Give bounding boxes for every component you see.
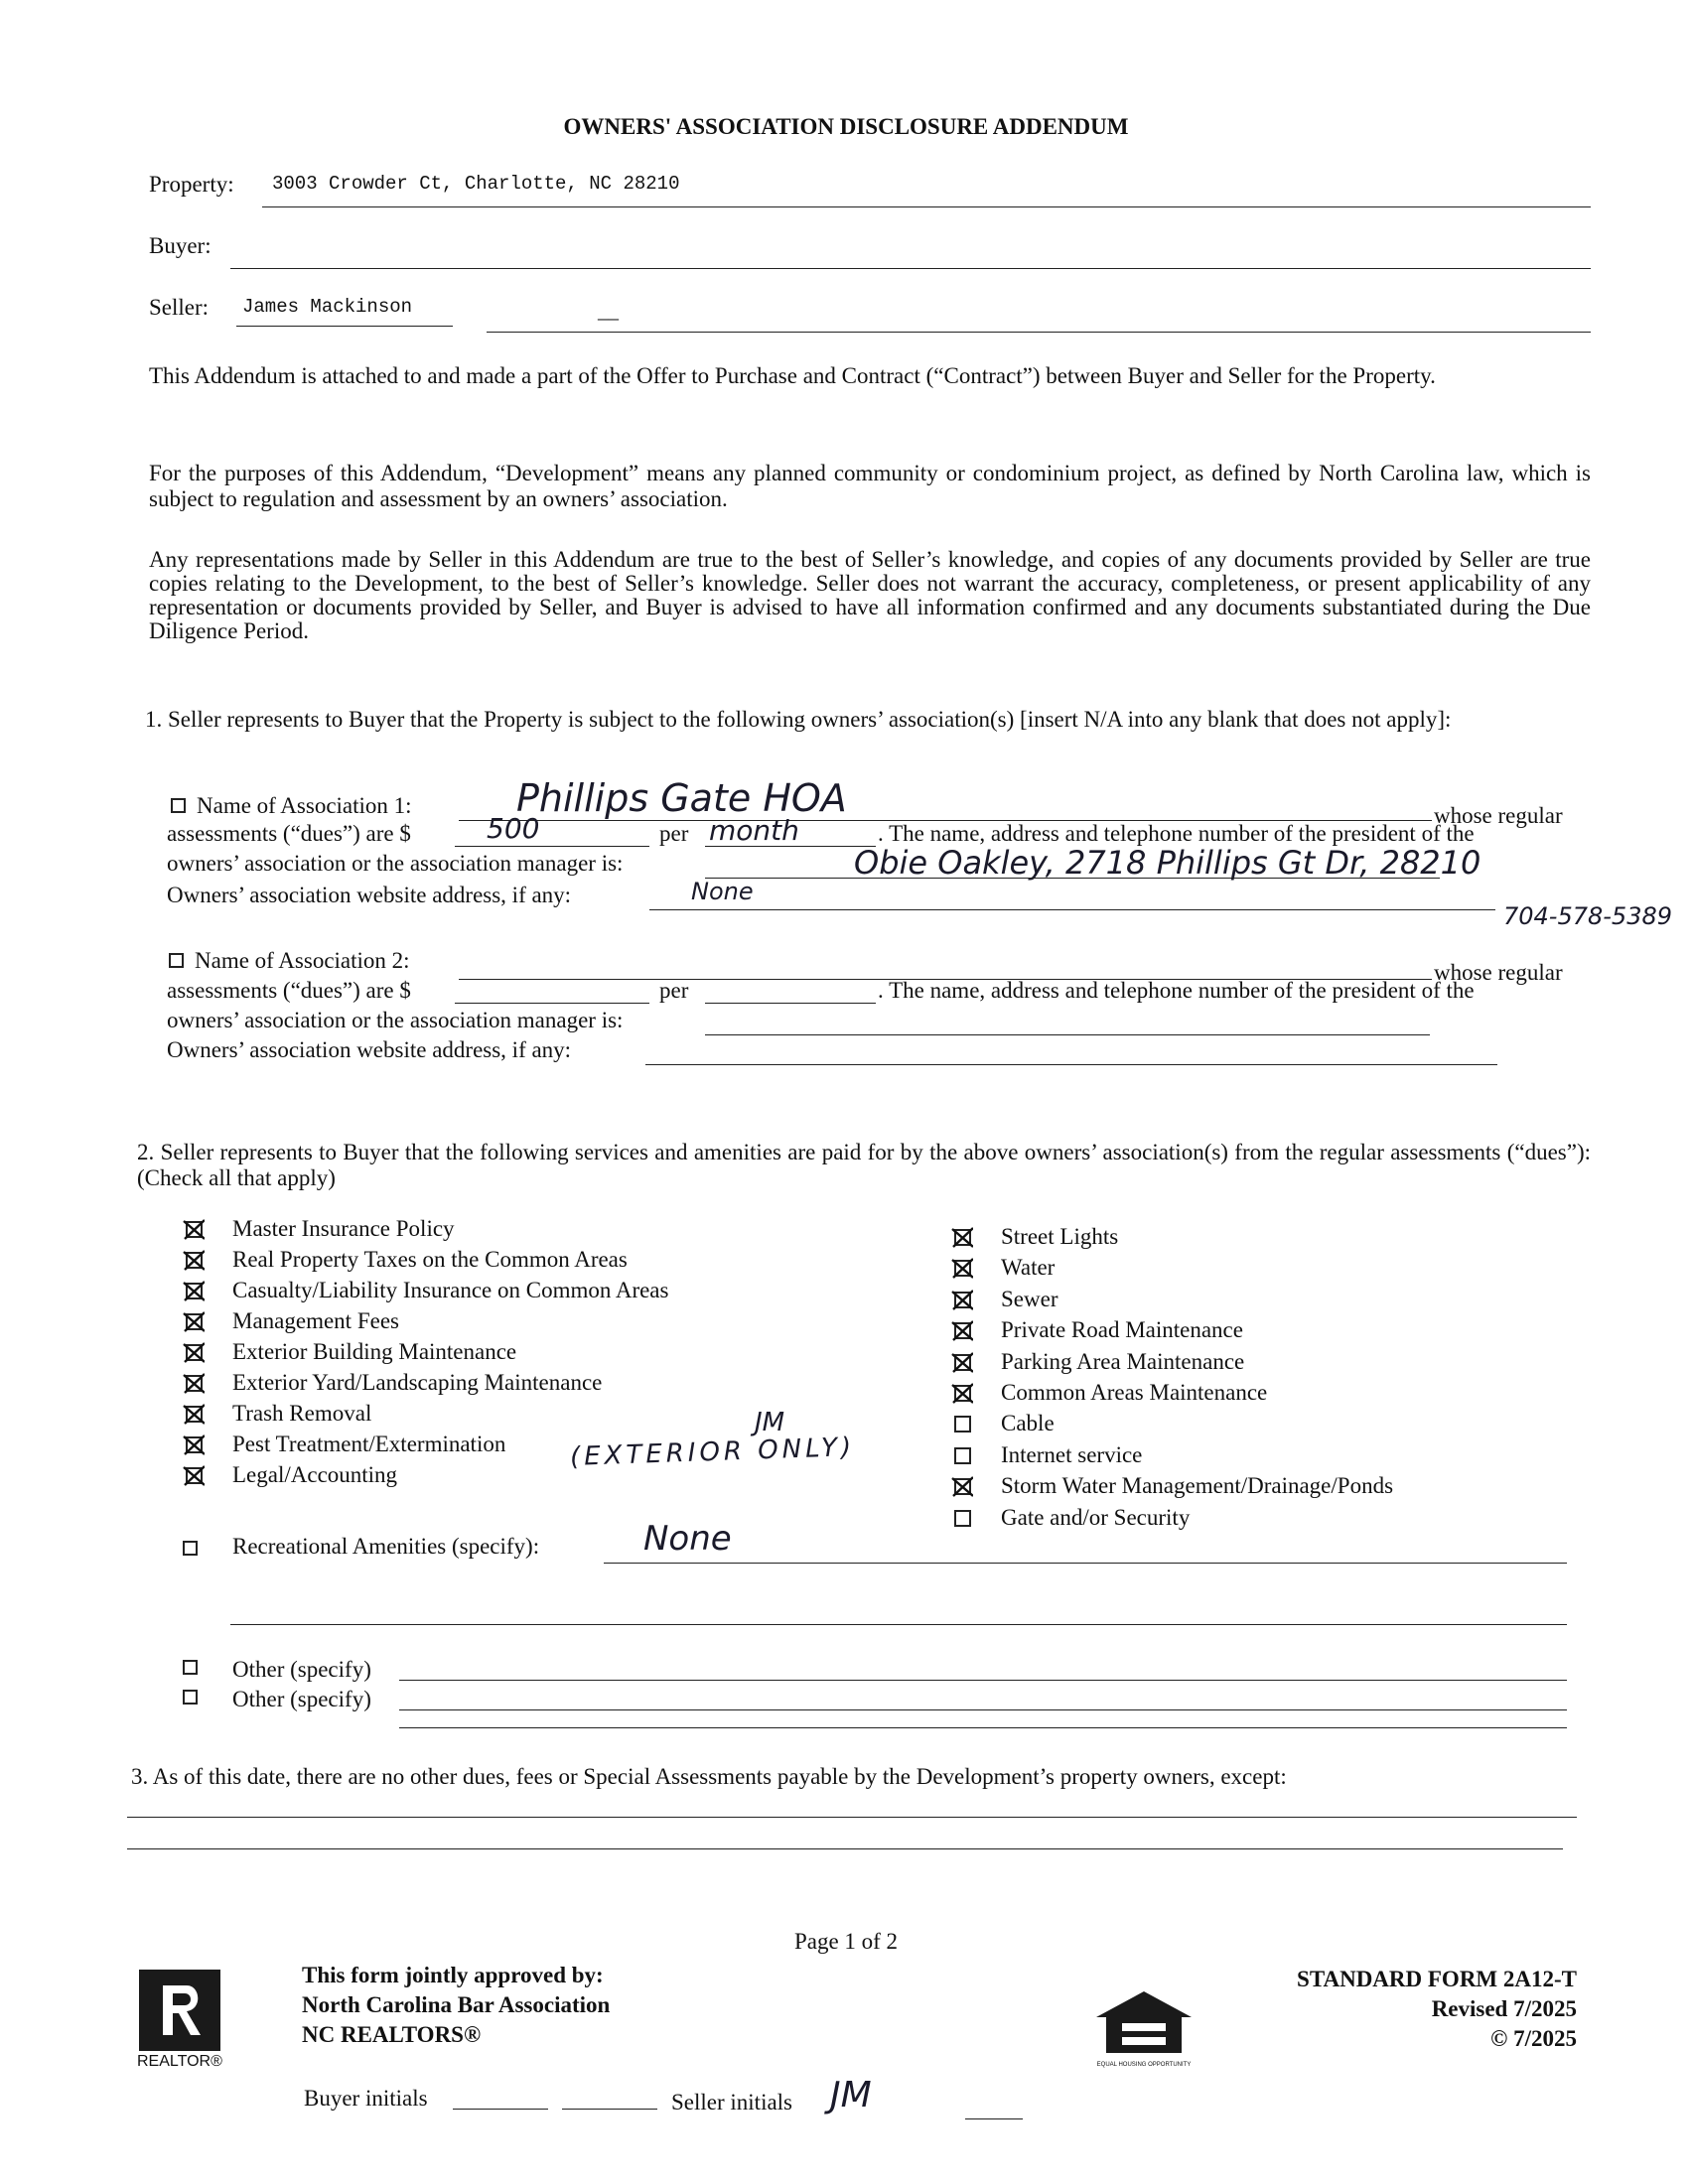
amenity-right-checkbox[interactable]: [951, 1413, 973, 1434]
approved-org-1: North Carolina Bar Association: [302, 1992, 611, 2017]
amenity-left-checkbox[interactable]: [183, 1280, 205, 1301]
section1-text: 1. Seller represents to Buyer that the Property is subject to the following owners’ association(s) [insert N/A into any blank that does not apply]:: [145, 707, 1452, 732]
assoc1-label: Name of Association 1:: [197, 793, 412, 818]
assoc1-manager[interactable]: Obie Oakley, 2718 Phillips Gt Dr, 28210: [854, 844, 1481, 882]
form-revised: Revised 7/2025: [1431, 1996, 1577, 2021]
section3-text: 3. As of this date, there are no other dues, fees or Special Assessments payable by the Development’s property owners, except:: [131, 1764, 1287, 1789]
amenity-left-label: Real Property Taxes on the Common Areas: [232, 1247, 628, 1272]
assoc1-per-line: [705, 846, 876, 847]
seller-initials-line: [965, 2118, 1023, 2119]
recreational-line-1: [604, 1563, 1567, 1564]
amenity-right-label: Street Lights: [1001, 1224, 1119, 1249]
amenity-right-checkbox[interactable]: [951, 1475, 973, 1497]
amenity-left-checkbox[interactable]: [183, 1310, 205, 1332]
other-line-3: [399, 1727, 1567, 1728]
form-copyright: © 7/2025: [1490, 2026, 1577, 2051]
amenity-left-label: Exterior Yard/Landscaping Maintenance: [232, 1370, 603, 1395]
assoc2-website-line: [645, 1064, 1497, 1065]
assoc1-manager-label: owners’ association or the association manager is:: [167, 851, 624, 876]
assoc2-label: Name of Association 2:: [195, 948, 410, 973]
assoc1-phone[interactable]: 704-578-5389: [1502, 902, 1672, 930]
amenity-right-label: Cable: [1001, 1411, 1055, 1436]
property-value[interactable]: 3003 Crowder Ct, Charlotte, NC 28210: [272, 173, 680, 195]
amenity-right-checkbox[interactable]: [951, 1382, 973, 1404]
page-number: Page 1 of 2: [793, 1929, 899, 1954]
assoc2-checkbox[interactable]: [169, 953, 184, 968]
amenity-left-label: Casualty/Liability Insurance on Common Areas: [232, 1278, 669, 1302]
amenity-left-label: Exterior Building Maintenance: [232, 1339, 517, 1364]
assoc1-dues[interactable]: 500: [487, 812, 540, 845]
other1-label: Other (specify): [232, 1657, 371, 1682]
assoc2-president-text: . The name, address and telephone number of the president of the: [878, 978, 1475, 1003]
intro-paragraph-1: This Addendum is attached to and made a part of the Offer to Purchase and Contract (“Contract”) between Buyer and Seller for the Property.: [149, 363, 1436, 388]
amenity-right-checkbox[interactable]: [951, 1226, 973, 1248]
approved-by: This form jointly approved by:: [302, 1963, 604, 1987]
section3-line-1: [127, 1817, 1577, 1818]
amenity-right-label: Parking Area Maintenance: [1001, 1348, 1245, 1374]
amenity-left-label: Master Insurance Policy: [232, 1216, 455, 1241]
amenity-right-label: Private Road Maintenance: [1001, 1317, 1243, 1343]
amenity-right-checkbox[interactable]: [951, 1257, 973, 1279]
amenity-left-label: Trash Removal: [232, 1401, 372, 1426]
realtor-label: REALTOR®: [137, 2053, 222, 2070]
amenity-right-label: Gate and/or Security: [1001, 1504, 1191, 1530]
assoc1-dues-line: [455, 846, 649, 847]
buyer-initials-label: Buyer initials: [304, 2086, 428, 2111]
amenity-left-label: Legal/Accounting: [232, 1462, 398, 1487]
amenity-left-checkbox[interactable]: [183, 1372, 205, 1394]
buyer-initials-line-2: [562, 2109, 657, 2110]
intro-paragraph-3: Any representations made by Seller in this Addendum are true to the best of Seller’s knowledge, and copies of any documents provided by Seller are true copies relating to the Development, to the best of Seller’s knowledge. Seller does not warrant the accuracy, completeness, or present applicability of any representation or documents provided by Seller, and Buyer is advised to have all information confirmed and any documents substantiated during the Due Diligence Period.: [149, 547, 1591, 643]
buyer-label: Buyer:: [149, 233, 212, 258]
other2-label: Other (specify): [232, 1687, 371, 1711]
pest-initials[interactable]: JM: [755, 1408, 785, 1437]
amenity-right-checkbox[interactable]: [951, 1319, 973, 1341]
form-name: STANDARD FORM 2A12-T: [1297, 1967, 1577, 1991]
assoc1-dues-label: assessments (“dues”) are $: [167, 821, 411, 846]
amenity-left-checkbox[interactable]: [183, 1218, 205, 1240]
assoc2-dues-line: [455, 1003, 649, 1004]
seller-line-1: [236, 326, 453, 327]
seller-value[interactable]: James Mackinson: [242, 296, 413, 318]
seller-label: Seller:: [149, 295, 210, 320]
buyer-line: [230, 268, 1591, 269]
amenity-right-label: Common Areas Maintenance: [1001, 1380, 1268, 1405]
assoc1-per[interactable]: month: [709, 814, 799, 847]
seller-mark: __: [598, 299, 619, 323]
assoc2-whose: whose regular: [1434, 960, 1563, 985]
recreational-label: Recreational Amenities (specify):: [232, 1534, 540, 1559]
assoc1-checkbox[interactable]: [171, 798, 186, 813]
assoc1-website-label: Owners’ association website address, if any:: [167, 883, 572, 907]
seller-initials-label: Seller initials: [671, 2090, 793, 2115]
assoc1-name[interactable]: Phillips Gate HOA: [516, 776, 847, 820]
assoc1-per-label: per: [659, 821, 689, 846]
assoc1-whose: whose regular: [1434, 803, 1563, 828]
amenity-left-label: Management Fees: [232, 1308, 399, 1333]
other2-checkbox[interactable]: [183, 1690, 198, 1705]
other1-line: [399, 1680, 1567, 1681]
amenity-right-label: Storm Water Management/Drainage/Ponds: [1001, 1473, 1394, 1499]
other2-line: [399, 1709, 1567, 1710]
intro-paragraph-2: For the purposes of this Addendum, “Development” means any planned community or condominium project, as defined by North Carolina law, which is subject to regulation and assessment by an owners’ association.: [149, 461, 1591, 511]
amenity-right-label: Sewer: [1001, 1286, 1058, 1311]
assoc2-manager-line: [705, 1034, 1430, 1035]
amenity-right-checkbox[interactable]: [951, 1289, 973, 1310]
amenity-left-checkbox[interactable]: [183, 1464, 205, 1486]
amenity-left-checkbox[interactable]: [183, 1341, 205, 1363]
amenity-right-label: Water: [1001, 1255, 1056, 1281]
recreational-value[interactable]: None: [643, 1519, 732, 1559]
assoc1-website[interactable]: None: [691, 878, 754, 905]
amenity-left-label: Pest Treatment/Extermination: [232, 1432, 506, 1456]
amenity-left-checkbox[interactable]: [183, 1249, 205, 1271]
property-label: Property:: [149, 172, 234, 197]
amenity-right-label: Internet service: [1001, 1441, 1143, 1467]
property-line: [262, 206, 1591, 207]
assoc2-per-label: per: [659, 978, 689, 1003]
assoc1-president-text: . The name, address and telephone number of the president of the: [878, 821, 1475, 846]
amenity-right-checkbox[interactable]: [951, 1507, 973, 1529]
recreational-checkbox[interactable]: [183, 1541, 198, 1556]
amenity-left-checkbox[interactable]: [183, 1433, 205, 1455]
assoc1-website-line: [649, 909, 1495, 910]
assoc1-manager-line: [705, 878, 1440, 879]
seller-line-2: [487, 332, 1591, 333]
pest-note[interactable]: (EXTERIOR ONLY): [569, 1432, 856, 1473]
realtor-r-icon: [139, 1970, 220, 2051]
realtor-logo: [139, 1970, 220, 2051]
recreational-line-2: [230, 1624, 1567, 1625]
equal-housing-icon: [1092, 1987, 1196, 2057]
page-title: OWNERS' ASSOCIATION DISCLOSURE ADDENDUM: [563, 114, 1129, 139]
amenity-right-checkbox[interactable]: [951, 1444, 973, 1466]
section2-text: 2. Seller represents to Buyer that the following services and amenities are paid for by the above owners’ association(s) from the regular assessments (“dues”): (Check all that apply): [137, 1140, 1591, 1190]
equal-housing-logo: [1092, 1987, 1196, 2069]
other1-checkbox[interactable]: [183, 1660, 198, 1675]
buyer-initials-line-1: [453, 2109, 548, 2110]
equal-housing-text: EQUAL HOUSING OPPORTUNITY: [1096, 2062, 1192, 2068]
amenity-left-checkbox[interactable]: [183, 1403, 205, 1425]
assoc2-manager-label: owners’ association or the association manager is:: [167, 1008, 624, 1032]
amenity-right-checkbox[interactable]: [951, 1351, 973, 1373]
assoc2-per-line: [705, 1003, 876, 1004]
section3-line-2: [127, 1848, 1563, 1849]
assoc2-website-label: Owners’ association website address, if any:: [167, 1037, 572, 1062]
assoc2-dues-label: assessments (“dues”) are $: [167, 978, 411, 1003]
approved-org-2: NC REALTORS®: [302, 2022, 482, 2047]
seller-initials-value[interactable]: JM: [830, 2075, 872, 2116]
